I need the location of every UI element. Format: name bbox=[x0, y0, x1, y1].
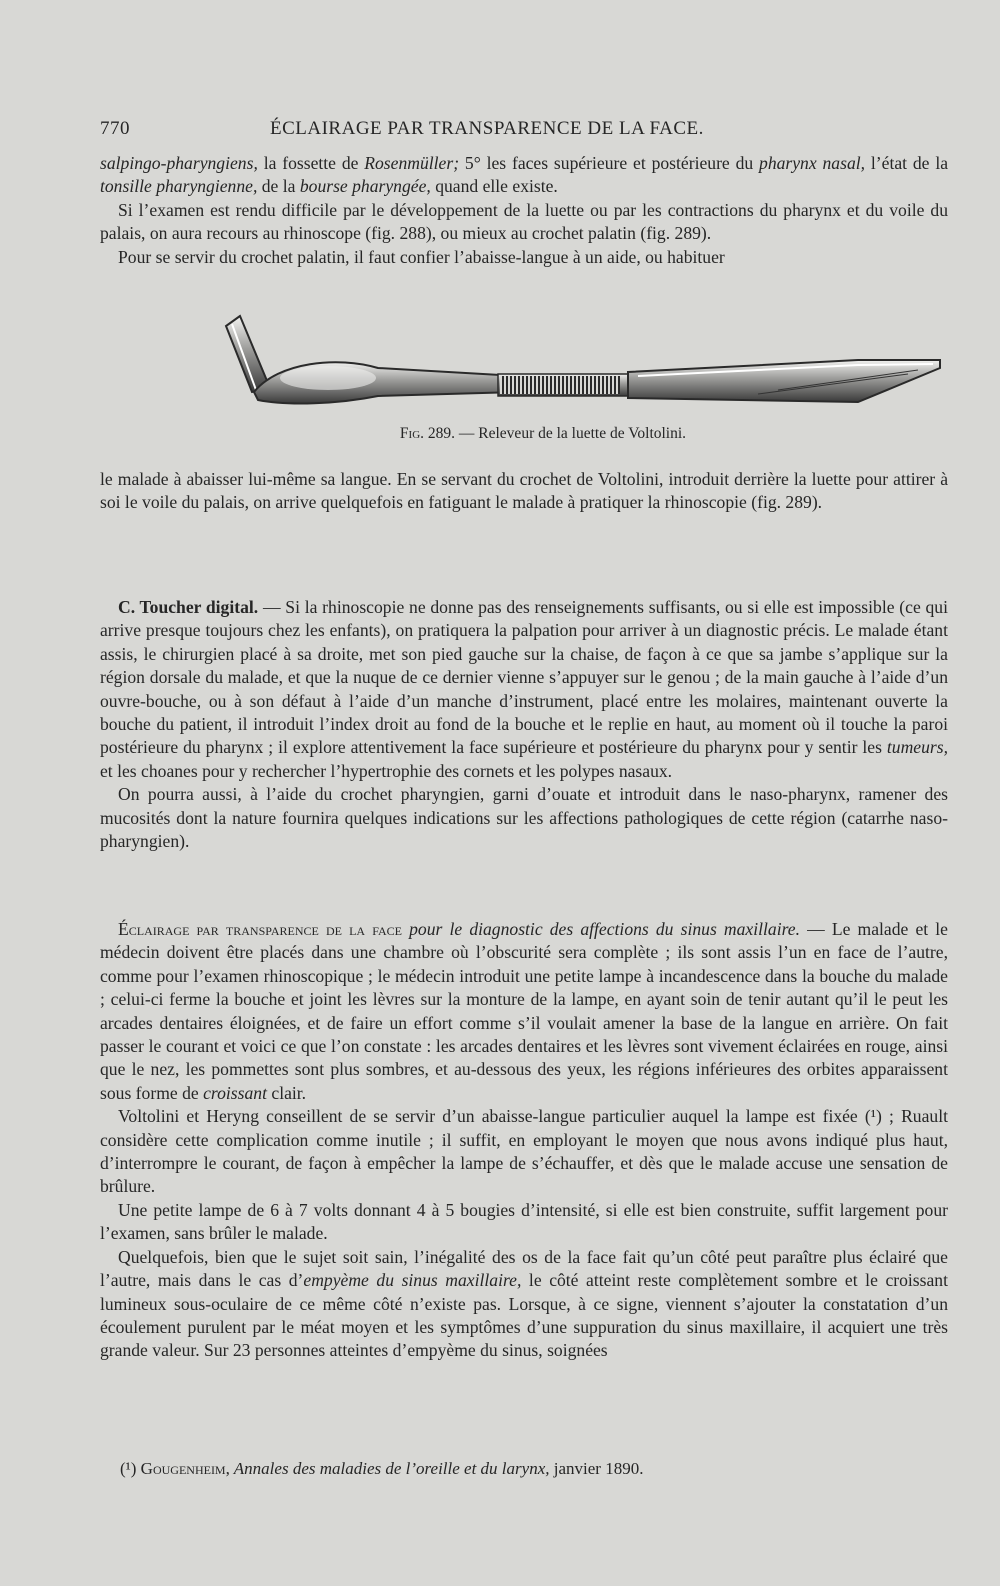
paragraph-voltolini: le malade à abaisser lui-même sa langue. En se servant du crochet de Voltolini, introduit derrière la luette pour attirer à soi le voile du palais, on arrive quelquefois en fatiguant le malade à pratiquer la rhinoscopie (fig. 289). bbox=[100, 469, 948, 513]
paragraph-crochet: Pour se servir du crochet palatin, il faut confier l’abaisse-langue à un aide, ou habituer bbox=[118, 246, 725, 267]
footnote-mark: (¹) bbox=[120, 1459, 141, 1478]
running-title: ÉCLAIRAGE PAR TRANSPARENCE DE LA FACE. bbox=[270, 118, 704, 139]
paragraph-lampe: Une petite lampe de 6 à 7 volts donnant 4 à 5 bougies d’intensité, si elle est bien construite, suffit largement pour l’examen, sans brûler le malade. bbox=[100, 1199, 948, 1244]
footnote bbox=[120, 1458, 948, 1480]
paragraph-continued: salpingo-pharyngiens, la fossette de Rosenmüller; 5° les faces supérieure et postérieure du pharynx nasal, l’état de la tonsille pharyngienne, de la bourse pharyngée, quand elle existe. bbox=[100, 153, 949, 197]
paragraph-eclairage: Éclairage par transparence de la face pour le diagnostic des affections du sinus maxillaire. — Le malade et le médecin doivent être placés dans une chambre où l’obscurité sera complète ; ils sont assis l’un en face de l’autre, comme pour l’examen rhinoscopique ; le médecin introduit une petite lampe à incandescence dans la bouche du malade ; celui-ci ferme la bouche et joint les lèvres sur la monture de la lampe, en ayant soin de tenir autant qu’il le peut les arcades dentaires éloignées, et de faire un effort comme s’il voulait amener la base de la langue en arrière. On fait passer le courant et voici ce que l’on constate : les arcades dentaires et les lèvres sont vivement éclairées en rouge, ainsi que le nez, les pommettes sont plus sombres, et au-dessous des yeux, les régions inférieures des orbites apparaissent sous forme de croissant clair. bbox=[100, 919, 948, 1103]
paragraph-heryng: Voltolini et Heryng conseillent de se servir d’un abaisse-langue particulier auquel la lampe est fixée (¹) ; Ruault considère cette complication comme inutile ; il suffit, en employant le moyen que nous avons indiqué plus haut, d’interrompre le courant, de façon à empêcher la lampe de s’échauffer, et dès que le malade accuse une sensation de brûlure. bbox=[100, 1106, 948, 1197]
paragraph-crochet-pharyngien: On pourra aussi, à l’aide du crochet pharyngien, garni d’ouate et introduit dans le naso-pharynx, ramener des mucosités dont la nature fournira quelques indications sur les affections pathologiques de cette région (catarrhe naso-pharyngien). bbox=[100, 784, 948, 852]
text-block-continuation bbox=[100, 468, 948, 515]
section-heading-eclairage: Éclairage par transparence de la face bbox=[118, 919, 402, 939]
section-toucher-digital bbox=[100, 596, 948, 853]
paragraph-empyeme: Quelquefois, bien que le sujet soit sain, l’inégalité des os de la face fait qu’un côté peut paraître plus éclairé que l’autre, mais dans le cas d’empyème du sinus maxillaire, le côté atteint reste complètement sombre et le croissant lumineux sous-oculaire de ce même côté n’existe pas. Lorsque, à ce signe, viennent s’ajouter la constatation d’un écoulement purulent par le méat moyen et les symptômes d’une suppuration du sinus maxillaire, il acquiert une très grande valeur. Sur 23 personnes atteintes d’empyème du sinus, soignées bbox=[100, 1246, 948, 1361]
figure-title: — Releveur de la luette de Voltolini. bbox=[455, 425, 687, 442]
voltolini-uvula-retractor-icon bbox=[218, 310, 948, 425]
footnote-author: Gougenheim, bbox=[140, 1459, 230, 1478]
footnote-work: Annales des maladies de l’oreille et du larynx, bbox=[229, 1459, 550, 1478]
section-heading-toucher: C. Toucher digital. bbox=[118, 597, 259, 617]
page-number: 770 bbox=[100, 118, 130, 139]
figure-caption bbox=[100, 425, 948, 443]
footnote-date: janvier 1890. bbox=[549, 1459, 644, 1478]
paragraph-rhinoscope: Si l’examen est rendu difficile par le développement de la luette ou par les contractions du pharynx et du voile du palais, on aura recours au rhinoscope (fig. 288), ou mieux au crochet palatin (fig. 289). bbox=[100, 199, 948, 244]
text-block-top bbox=[100, 152, 948, 269]
figure-label: Fig. 289. bbox=[399, 425, 456, 442]
figure-289-illustration bbox=[218, 310, 948, 425]
section-eclairage bbox=[100, 918, 948, 1363]
paragraph-toucher: C. Toucher digital. — Si la rhinoscopie ne donne pas des renseignements suffisants, ou si elle est impossible (ce qui arrive presque toujours chez les enfants), on pratiquera la palpation pour arriver à un diagnostic précis. Le malade étant assis, le chirurgien placé à sa droite, met son pied gauche sur la chaise, de façon à ce que sa jambe s’applique sur la région dorsale du malade, et que la nuque de ce dernier vienne s’appuyer sur le genou ; de la main gauche à l’aide d’un ouvre-bouche, ou à son défaut à l’aide d’un manche d’instrument, placé entre les molaires, maintenant ouverte la bouche du patient, il introduit l’index droit au fond de la bouche et le replie en haut, au moment où il touche la paroi postérieure du pharynx ; il explore attentivement la face supérieure et postérieure du pharynx pour y sentir les tumeurs, et les choanes pour y rechercher l’hypertrophie des cornets et les polypes nasaux. bbox=[100, 597, 948, 781]
